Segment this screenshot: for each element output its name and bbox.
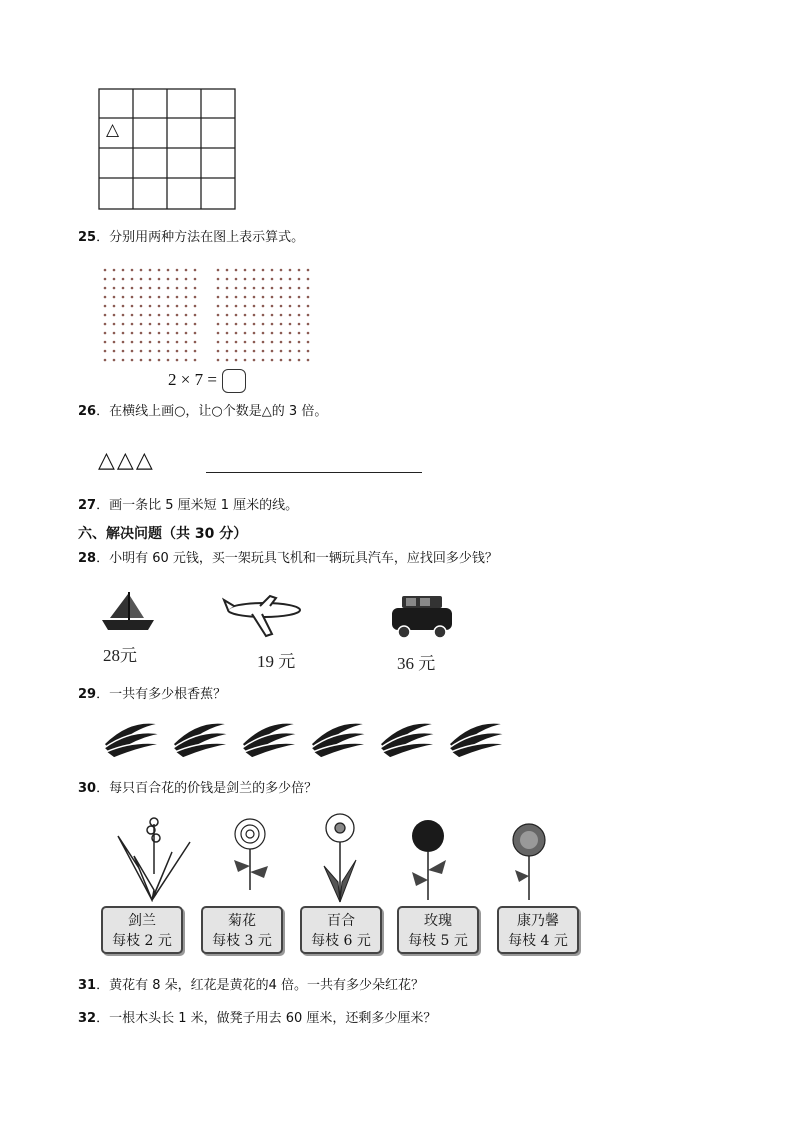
dot — [113, 305, 116, 308]
dot — [217, 278, 220, 281]
dot — [194, 278, 197, 281]
dot — [176, 278, 179, 281]
dot — [176, 359, 179, 362]
dot — [122, 296, 125, 299]
flower-label-rose: 玫瑰 每枝 5 元 — [397, 906, 479, 954]
section-six-heading: 六、解决问题（共 30 分） — [78, 526, 248, 542]
dot — [280, 350, 283, 353]
dot — [194, 305, 197, 308]
gladiolus-icon — [112, 814, 192, 902]
dot — [104, 359, 107, 362]
dot — [167, 305, 170, 308]
dot — [185, 350, 188, 353]
dot — [140, 359, 143, 362]
dot — [262, 323, 265, 326]
dot — [185, 323, 188, 326]
answer-box[interactable] — [222, 369, 246, 393]
dot — [235, 323, 238, 326]
dot — [280, 269, 283, 272]
dot — [253, 332, 256, 335]
dot — [262, 341, 265, 344]
dot — [298, 269, 301, 272]
dot — [131, 269, 134, 272]
dot — [244, 287, 247, 290]
dot — [140, 314, 143, 317]
dot — [244, 269, 247, 272]
dot — [235, 269, 238, 272]
dot — [217, 332, 220, 335]
dot — [149, 305, 152, 308]
dot — [122, 359, 125, 362]
dot — [226, 350, 229, 353]
dot — [113, 314, 116, 317]
dot — [158, 278, 161, 281]
dot — [289, 287, 292, 290]
dot — [149, 341, 152, 344]
dot — [122, 350, 125, 353]
dot — [194, 296, 197, 299]
dot — [131, 359, 134, 362]
dot — [140, 323, 143, 326]
dot — [149, 323, 152, 326]
dot — [217, 359, 220, 362]
dot — [140, 287, 143, 290]
dot — [158, 296, 161, 299]
dot — [307, 305, 310, 308]
dot — [104, 278, 107, 281]
dot — [217, 296, 220, 299]
dot — [226, 341, 229, 344]
dot — [122, 278, 125, 281]
dot — [176, 341, 179, 344]
dot — [122, 314, 125, 317]
dot — [194, 350, 197, 353]
dot — [158, 305, 161, 308]
dot — [226, 332, 229, 335]
dot — [262, 287, 265, 290]
dot — [140, 332, 143, 335]
dot — [244, 296, 247, 299]
dot — [235, 359, 238, 362]
dot — [280, 359, 283, 362]
dot — [176, 314, 179, 317]
dot — [176, 332, 179, 335]
dot — [113, 323, 116, 326]
dot — [235, 278, 238, 281]
dot — [307, 287, 310, 290]
dot — [217, 314, 220, 317]
dot — [271, 278, 274, 281]
carnation-icon — [505, 820, 553, 902]
dot — [167, 287, 170, 290]
dot — [217, 323, 220, 326]
dot — [307, 341, 310, 344]
dot — [289, 278, 292, 281]
dot — [194, 359, 197, 362]
airplane-price: 19 元 — [257, 652, 296, 671]
dot — [158, 269, 161, 272]
chrysanthemum-icon — [224, 814, 276, 892]
dot — [185, 332, 188, 335]
dot — [298, 278, 301, 281]
dot — [307, 332, 310, 335]
dot — [262, 296, 265, 299]
banana-bunch-icon — [445, 714, 509, 758]
dot — [271, 341, 274, 344]
dot — [217, 269, 220, 272]
dot — [298, 341, 301, 344]
dot — [262, 269, 265, 272]
dot — [289, 341, 292, 344]
dot — [158, 323, 161, 326]
dot — [104, 332, 107, 335]
dot — [289, 269, 292, 272]
dot — [271, 332, 274, 335]
banana-bunch-icon — [376, 714, 440, 758]
dot — [194, 341, 197, 344]
dot — [158, 332, 161, 335]
dot — [289, 305, 292, 308]
dot — [226, 269, 229, 272]
dot — [185, 359, 188, 362]
dot — [235, 314, 238, 317]
dot — [217, 305, 220, 308]
dot — [244, 359, 247, 362]
dot — [226, 287, 229, 290]
dot — [149, 296, 152, 299]
question-27: 27．画一条比 5 厘米短 1 厘米的线。 — [78, 498, 299, 513]
dot — [298, 296, 301, 299]
dot — [280, 287, 283, 290]
dot — [185, 305, 188, 308]
dot — [140, 341, 143, 344]
dot — [298, 359, 301, 362]
dot — [104, 323, 107, 326]
dot — [235, 305, 238, 308]
dot — [104, 305, 107, 308]
dot — [113, 341, 116, 344]
dot — [244, 332, 247, 335]
dot — [289, 359, 292, 362]
dot — [298, 314, 301, 317]
dot — [158, 341, 161, 344]
dot — [217, 350, 220, 353]
answer-line[interactable] — [206, 472, 422, 473]
dot — [113, 359, 116, 362]
dot — [176, 350, 179, 353]
dot — [167, 332, 170, 335]
dot — [185, 287, 188, 290]
dot — [140, 269, 143, 272]
dot — [122, 332, 125, 335]
dot — [131, 314, 134, 317]
dot — [307, 269, 310, 272]
question-25: 25．分别用两种方法在图上表示算式。 — [78, 230, 305, 245]
dot — [167, 359, 170, 362]
dot — [271, 323, 274, 326]
dot — [194, 323, 197, 326]
lily-icon — [318, 812, 362, 904]
dot — [244, 314, 247, 317]
dot — [131, 341, 134, 344]
dot — [176, 269, 179, 272]
dot — [176, 296, 179, 299]
flower-label-carnation: 康乃馨 每枝 4 元 — [497, 906, 579, 954]
dot — [271, 287, 274, 290]
dot — [113, 269, 116, 272]
dot — [131, 296, 134, 299]
dot — [176, 305, 179, 308]
dot — [226, 323, 229, 326]
dot — [149, 332, 152, 335]
dot — [185, 296, 188, 299]
airplane-icon — [222, 594, 304, 640]
dot — [244, 341, 247, 344]
dot — [253, 305, 256, 308]
dot — [104, 314, 107, 317]
dot — [158, 314, 161, 317]
dot — [280, 341, 283, 344]
dot — [194, 269, 197, 272]
dot — [104, 269, 107, 272]
banana-row — [100, 714, 520, 758]
dot — [298, 287, 301, 290]
dot — [298, 323, 301, 326]
dot — [262, 305, 265, 308]
dot — [131, 305, 134, 308]
banana-bunch-icon — [169, 714, 233, 758]
dot — [140, 305, 143, 308]
dot — [104, 350, 107, 353]
dot — [235, 341, 238, 344]
dot — [289, 314, 292, 317]
dot — [122, 269, 125, 272]
dot — [271, 350, 274, 353]
dot — [289, 296, 292, 299]
dot — [298, 350, 301, 353]
dot — [167, 296, 170, 299]
dot — [244, 323, 247, 326]
dot — [113, 332, 116, 335]
question-28: 28．小明有 60 元钱，买一架玩具飞机和一辆玩具汽车，应找回多少钱？ — [78, 551, 498, 566]
dot — [226, 359, 229, 362]
dot — [149, 314, 152, 317]
dot — [217, 287, 220, 290]
dot — [167, 323, 170, 326]
dot — [262, 278, 265, 281]
dot — [235, 296, 238, 299]
dot — [122, 323, 125, 326]
banana-bunch-icon — [307, 714, 371, 758]
flower-label-gladiolus: 剑兰 每枝 2 元 — [101, 906, 183, 954]
dot — [113, 350, 116, 353]
dot — [131, 350, 134, 353]
dot — [122, 305, 125, 308]
dot — [185, 314, 188, 317]
dot — [253, 341, 256, 344]
car-price: 36 元 — [397, 654, 436, 673]
dot — [307, 296, 310, 299]
dot — [185, 269, 188, 272]
dot — [235, 350, 238, 353]
dot — [280, 278, 283, 281]
dot — [289, 323, 292, 326]
grid-triangle: △ — [106, 120, 120, 140]
dot — [131, 278, 134, 281]
dot — [235, 332, 238, 335]
dot — [113, 287, 116, 290]
dot — [280, 305, 283, 308]
sailboat-price: 28元 — [103, 646, 137, 665]
dot — [280, 296, 283, 299]
dot — [226, 296, 229, 299]
dot — [298, 332, 301, 335]
dot — [307, 350, 310, 353]
equation: 2 × 7 = — [168, 370, 217, 389]
dot — [176, 323, 179, 326]
dot — [226, 278, 229, 281]
dot — [262, 314, 265, 317]
dot — [167, 314, 170, 317]
dot — [262, 359, 265, 362]
dot — [253, 314, 256, 317]
dot — [226, 305, 229, 308]
dot — [271, 305, 274, 308]
dot — [253, 323, 256, 326]
dot — [167, 269, 170, 272]
dot — [131, 332, 134, 335]
dot — [149, 269, 152, 272]
dot — [262, 350, 265, 353]
question-31: 31．黄花有 8 朵，红花是黄花的4 倍。一共有多少朵红花？ — [78, 978, 425, 993]
dot — [113, 278, 116, 281]
triangle-group: △△△ — [98, 448, 155, 473]
dot — [149, 350, 152, 353]
dot — [104, 287, 107, 290]
dot — [271, 314, 274, 317]
dot — [194, 314, 197, 317]
dot — [104, 296, 107, 299]
dot — [176, 287, 179, 290]
dot — [140, 296, 143, 299]
square-grid — [98, 88, 238, 212]
dot — [149, 287, 152, 290]
dot-arrays — [100, 265, 315, 365]
dot — [140, 350, 143, 353]
dot — [194, 332, 197, 335]
dot — [104, 341, 107, 344]
dot — [289, 332, 292, 335]
question-26: 26．在横线上画○，让○个数是△的 3 倍。 — [78, 404, 328, 419]
dot — [167, 341, 170, 344]
dot — [226, 314, 229, 317]
dot — [253, 296, 256, 299]
dot — [244, 350, 247, 353]
dot — [271, 296, 274, 299]
flower-label-chrysanthemum: 菊花 每枝 3 元 — [201, 906, 283, 954]
dot — [307, 278, 310, 281]
dot — [253, 359, 256, 362]
dot — [253, 269, 256, 272]
dot — [217, 341, 220, 344]
dot — [298, 305, 301, 308]
dot — [253, 287, 256, 290]
dot — [149, 278, 152, 281]
dot — [307, 314, 310, 317]
dot — [122, 287, 125, 290]
dot — [158, 287, 161, 290]
dot — [307, 359, 310, 362]
question-32: 32．一根木头长 1 米，做凳子用去 60 厘米，还剩多少厘米？ — [78, 1011, 437, 1026]
dot — [131, 323, 134, 326]
dot — [131, 287, 134, 290]
dot — [113, 296, 116, 299]
dot — [289, 350, 292, 353]
dot — [271, 359, 274, 362]
dot — [244, 278, 247, 281]
dot — [271, 269, 274, 272]
dot — [262, 332, 265, 335]
dot — [253, 278, 256, 281]
rose-icon — [404, 816, 456, 902]
car-icon — [390, 592, 454, 640]
dot — [235, 287, 238, 290]
sailboat-icon — [98, 590, 158, 634]
dot — [167, 350, 170, 353]
flower-label-lily: 百合 每枝 6 元 — [300, 906, 382, 954]
dot — [244, 305, 247, 308]
dot — [122, 341, 125, 344]
dot — [253, 350, 256, 353]
banana-bunch-icon — [100, 714, 164, 758]
dot — [140, 278, 143, 281]
dot — [280, 332, 283, 335]
dot — [158, 359, 161, 362]
dot — [185, 341, 188, 344]
dot — [280, 323, 283, 326]
dot — [280, 314, 283, 317]
dot — [307, 323, 310, 326]
dot — [149, 359, 152, 362]
banana-bunch-icon — [238, 714, 302, 758]
dot — [158, 350, 161, 353]
question-29: 29．一共有多少根香蕉？ — [78, 687, 227, 702]
dot — [185, 278, 188, 281]
question-30: 30．每只百合花的价钱是剑兰的多少倍？ — [78, 781, 318, 796]
dot — [194, 287, 197, 290]
dot — [167, 278, 170, 281]
